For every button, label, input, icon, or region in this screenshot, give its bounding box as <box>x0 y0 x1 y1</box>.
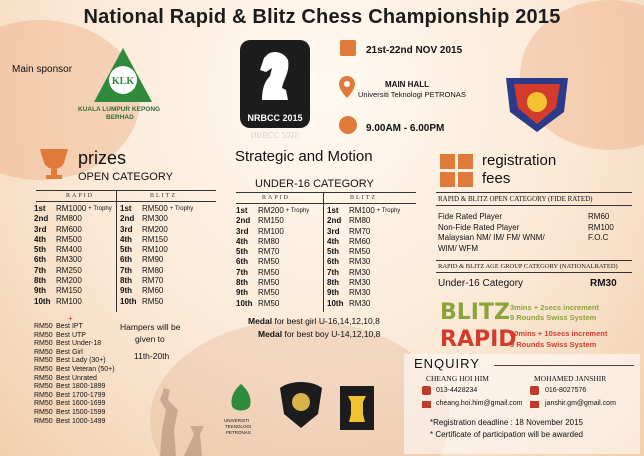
reg-age-title: RAPID & BLITZ AGE GROUP CATEGORY (NATIONALRATED) <box>438 263 618 270</box>
u16-category: UNDER-16 CATEGORY <box>255 178 374 190</box>
special-prize-row <box>34 409 146 418</box>
u16-rapid-place: 10th <box>236 298 253 308</box>
event-time: 9.00AM - 6.00PM <box>366 123 445 134</box>
hampers-3: 11th-20th <box>134 351 170 361</box>
open-rapid-row <box>34 204 116 214</box>
open-rapid-place: 8th <box>34 276 46 286</box>
open-rapid-row <box>34 214 116 224</box>
open-blitz-amount: RM150 <box>142 234 168 244</box>
open-rapid-amount: RM150 <box>56 286 82 296</box>
open-col-rapid: RAPID <box>66 193 95 199</box>
u16-rapid-row <box>236 268 324 278</box>
special-prize-amount: RM50 <box>34 374 53 382</box>
c1-name: CHEANG HOI HIM <box>426 374 489 383</box>
medal-girl <box>248 316 380 326</box>
special-prize-row <box>34 418 146 427</box>
utp-line-3: PETRONAS <box>226 430 251 435</box>
knight-icon <box>240 40 310 110</box>
open-blitz-trophy: + Trophy <box>169 206 194 212</box>
open-rapid-list <box>34 204 116 307</box>
open-rapid-place: 4th <box>34 234 46 244</box>
u16-rapid-amount: RM50 <box>258 267 280 277</box>
open-rapid-row <box>34 255 116 265</box>
enquiry-rule <box>494 365 634 366</box>
open-rapid-row <box>34 225 116 235</box>
reg-open-title: RAPID & BLITZ OPEN CATEGORY (FIDE RATED) <box>438 195 593 203</box>
blitz-rounds: 9 Rounds Swiss System <box>510 313 597 322</box>
u16-rapid-place: 1st <box>236 206 248 215</box>
special-prize-row <box>34 332 146 341</box>
reg-row-fee <box>588 244 628 255</box>
sponsor-name-2: BERHAD <box>106 114 134 121</box>
special-prize-label: Best Veteran (50+) <box>56 365 115 373</box>
certificate: * Certificate of participation will be awarded <box>430 430 583 439</box>
open-rapid-amount: RM600 <box>56 224 82 234</box>
prizes-heading: prizes <box>78 148 127 168</box>
rapid-word: RAPID <box>440 327 517 352</box>
open-rapid-place: 3rd <box>34 224 47 234</box>
open-blitz-row <box>120 245 218 255</box>
c1-email: cheang.hoi.him@gmail.com <box>436 400 523 407</box>
open-blitz-amount: RM500 <box>142 204 168 213</box>
reg-row-label: Fide Rated Player <box>438 212 503 221</box>
u16-blitz-place: 7th <box>327 267 339 277</box>
reg-row <box>438 212 628 223</box>
u16-blitz-row <box>327 206 419 216</box>
u16-blitz-place: 3rd <box>327 226 340 236</box>
u16-blitz-place: 5th <box>327 247 339 257</box>
u16-rapid-list <box>236 206 324 309</box>
u16-blitz-row <box>327 216 419 226</box>
open-rapid-amount: RM250 <box>56 265 82 275</box>
special-prize-label: Best 1800-1899 <box>56 383 106 391</box>
utp-line-1: UNIVERSITI <box>224 418 250 423</box>
reg-open-line-2 <box>436 205 632 206</box>
open-blitz-row <box>120 255 218 265</box>
open-blitz-row <box>120 286 218 296</box>
open-rapid-row <box>34 235 116 245</box>
crest-logo <box>500 70 574 136</box>
u16-blitz-list <box>327 206 419 309</box>
special-prize-row <box>34 349 146 358</box>
u16-rapid-amount: RM50 <box>258 298 280 308</box>
open-blitz-place: 1st <box>120 204 132 213</box>
u16-blitz-place: 9th <box>327 288 339 298</box>
tagline: Strategic and Motion <box>235 148 373 165</box>
reg-row-fee: F.O.C <box>588 233 609 242</box>
registration-heading-2: fees <box>482 170 511 187</box>
special-prize-row <box>34 375 146 384</box>
open-rapid-amount: RM400 <box>56 245 82 255</box>
open-blitz-list <box>120 204 218 307</box>
open-rapid-row <box>34 297 116 307</box>
open-blitz-place: 6th <box>120 255 132 265</box>
utp-line-2: TEKNOLOGI <box>225 424 252 429</box>
open-rapid-row <box>34 266 116 276</box>
special-prize-label: Best Unrated <box>56 374 97 382</box>
page-title: National Rapid & Blitz Chess Championship 2015 <box>83 6 561 28</box>
open-rapid-place: 2nd <box>34 214 49 224</box>
reg-row <box>438 244 628 255</box>
reg-row-label: Malaysian NM/ IM/ FM/ WNM/ <box>438 233 545 242</box>
special-prize-amount: RM50 <box>34 357 53 365</box>
special-prize-amount: RM50 <box>34 391 53 399</box>
rapid-time: 20mins + 10secs increment <box>510 329 608 338</box>
reg-open-rows <box>438 212 628 254</box>
u16-rapid-amount: RM150 <box>258 216 284 226</box>
u16-blitz-row <box>327 257 419 267</box>
u16-blitz-amount: RM30 <box>349 257 371 267</box>
hampers-1: Hampers will be <box>120 322 181 332</box>
reg-age-line-2 <box>436 272 632 273</box>
open-rapid-trophy: + Trophy <box>88 206 112 212</box>
deadline: *Registration deadline : 18 November 2015 <box>430 418 583 427</box>
open-blitz-row <box>120 225 218 235</box>
u16-rapid-amount: RM70 <box>258 247 280 257</box>
open-blitz-row <box>120 297 218 307</box>
special-prize-label: Best Girl <box>56 348 83 356</box>
c1-phone: 013-4428234 <box>436 387 478 394</box>
calendar-icon <box>340 40 356 56</box>
u16-rapid-trophy: + Trophy <box>285 208 310 214</box>
special-prize-amount: RM50 <box>34 348 53 356</box>
rook-logo <box>340 386 374 430</box>
u16-rapid-amount: RM50 <box>258 257 280 267</box>
u16-blitz-amount: RM50 <box>349 247 371 257</box>
phone-icon <box>422 386 431 395</box>
open-blitz-row <box>120 214 218 224</box>
special-prize-label: Best Lady (30+) <box>56 357 106 365</box>
u16-blitz-place: 6th <box>327 257 339 267</box>
open-header-line-top <box>36 190 216 191</box>
hampers-2: given to <box>135 334 165 344</box>
u16-rapid-place: 8th <box>236 278 248 288</box>
reg-u16-label: Under-16 Category <box>438 278 524 289</box>
c2-name: MOHAMED JANSHIR <box>534 374 607 383</box>
chess-pieces-decoration <box>150 370 210 456</box>
u16-rapid-place: 3rd <box>236 226 249 236</box>
u16-blitz-trophy: + Trophy <box>376 208 401 214</box>
open-blitz-place: 2nd <box>120 214 135 224</box>
open-blitz-row <box>120 266 218 276</box>
u16-blitz-row <box>327 247 419 257</box>
u16-blitz-row <box>327 278 419 288</box>
special-prize-label: Best Under-18 <box>56 340 102 348</box>
u16-rapid-amount: RM200 <box>258 206 284 215</box>
reg-row-fee: RM100 <box>588 222 614 232</box>
open-blitz-place: 5th <box>120 245 132 255</box>
svg-text:KLK: KLK <box>111 76 135 87</box>
open-blitz-place: 8th <box>120 276 132 286</box>
trophy-icon <box>36 145 72 181</box>
special-prize-row <box>34 366 146 375</box>
reg-row <box>438 233 628 244</box>
open-blitz-amount: RM300 <box>142 214 168 224</box>
registration-heading-1: registration <box>482 152 557 169</box>
rapid-rounds: 9 Rounds Swiss System <box>510 340 597 349</box>
u16-rapid-place: 6th <box>236 257 248 267</box>
open-blitz-place: 3rd <box>120 224 133 234</box>
u16-rapid-row <box>236 206 324 216</box>
open-blitz-place: 10th <box>120 296 137 306</box>
open-rapid-amount: RM300 <box>56 255 82 265</box>
special-prize-label: Best 1500-1599 <box>56 408 106 416</box>
u16-blitz-row <box>327 237 419 247</box>
u16-blitz-place: 8th <box>327 278 339 288</box>
nrbcc-label: NRBCC 2015 <box>247 113 303 123</box>
open-blitz-place: 9th <box>120 286 132 296</box>
u16-blitz-place: 10th <box>327 298 344 308</box>
u16-blitz-amount: RM30 <box>349 278 371 288</box>
open-rapid-place: 1st <box>34 204 46 213</box>
open-rapid-amount: RM800 <box>56 214 82 224</box>
u16-rapid-row <box>236 237 324 247</box>
open-blitz-amount: RM100 <box>142 245 168 255</box>
mail-icon-2 <box>530 401 539 408</box>
open-blitz-amount: RM50 <box>142 296 164 306</box>
sponsor-name-1: KUALA LUMPUR KEPONG <box>78 106 161 113</box>
u16-blitz-amount: RM100 <box>349 206 375 215</box>
special-prize-row <box>34 340 146 349</box>
open-rapid-place: 5th <box>34 245 46 255</box>
special-prize-row <box>34 392 146 401</box>
open-rapid-amount: RM100 <box>56 296 82 306</box>
open-divider <box>116 190 117 312</box>
special-prize-amount: RM50 <box>34 323 53 330</box>
u16-rapid-place: 7th <box>236 267 248 277</box>
u16-col-rapid: RAPID <box>262 195 291 201</box>
open-blitz-place: 7th <box>120 265 132 275</box>
blitz-word: BLITZ <box>440 300 510 325</box>
u16-blitz-place: 4th <box>327 236 339 246</box>
open-rapid-place: 7th <box>34 265 46 275</box>
u16-rapid-place: 4th <box>236 236 248 246</box>
reg-row-label: WIM/ WFM <box>438 243 478 253</box>
u16-blitz-amount: RM30 <box>349 298 371 308</box>
venue-title: MAIN HALL <box>385 80 429 89</box>
location-pin-icon <box>339 76 355 98</box>
special-prize-row <box>34 383 146 392</box>
open-blitz-place: 4th <box>120 234 132 244</box>
c2-email: janshir.gm@gmail.com <box>545 400 616 407</box>
u16-header-line-top <box>236 192 416 193</box>
u16-blitz-place: 1st <box>327 206 339 215</box>
special-prize-amount: RM50 <box>34 400 53 408</box>
open-blitz-amount: RM90 <box>142 255 164 265</box>
reg-row-fee: RM60 <box>588 212 610 221</box>
c2-phone: 016-8027576 <box>545 387 587 394</box>
medal-boy-bold: Medal <box>258 329 283 339</box>
sponsor-label: Main sponsor <box>12 64 73 75</box>
special-prize-label: Best IPT <box>56 323 83 330</box>
special-prize-label: Best 1600-1699 <box>56 400 106 408</box>
u16-col-blitz: BLITZ <box>350 195 377 201</box>
u16-blitz-place: 2nd <box>327 216 342 226</box>
open-blitz-row <box>120 204 218 214</box>
medal-boy <box>258 329 380 339</box>
special-prize-row <box>34 357 146 366</box>
u16-header-line-bottom <box>236 203 416 204</box>
u16-blitz-amount: RM30 <box>349 288 371 298</box>
phone-icon-2 <box>530 386 539 395</box>
medal-girl-text: for best girl U-16,14,12,10,8 <box>272 316 380 326</box>
u16-rapid-place: 2nd <box>236 216 251 226</box>
reg-row-label: Non-Fide Rated Player <box>438 222 520 232</box>
open-blitz-amount: RM80 <box>142 265 164 275</box>
sponsor-logo <box>92 46 154 104</box>
u16-rapid-amount: RM80 <box>258 236 280 246</box>
club-shield-logo <box>278 380 324 430</box>
medal-girl-bold: Medal <box>248 316 273 326</box>
open-rapid-place: 6th <box>34 255 46 265</box>
open-rapid-amount: RM1000 <box>56 204 87 213</box>
open-rapid-row <box>34 245 116 255</box>
u16-rapid-row <box>236 257 324 267</box>
u16-blitz-amount: RM30 <box>349 267 371 277</box>
medal-boy-text: for best boy U-14,12,10,8 <box>282 329 381 339</box>
open-blitz-amount: RM60 <box>142 286 164 296</box>
special-prize-amount: RM50 <box>34 340 53 348</box>
u16-blitz-row <box>327 299 419 309</box>
registration-icon <box>440 154 474 188</box>
u16-blitz-amount: RM60 <box>349 236 371 246</box>
open-rapid-amount: RM500 <box>56 234 82 244</box>
u16-blitz-amount: RM70 <box>349 226 371 236</box>
reg-u16-fee: RM30 <box>590 278 617 289</box>
open-rapid-row <box>34 276 116 286</box>
special-prize-label: Best 1000-1499 <box>56 417 106 425</box>
u16-rapid-row <box>236 288 324 298</box>
open-rapid-row <box>34 286 116 296</box>
u16-rapid-amount: RM50 <box>258 278 280 288</box>
u16-rapid-amount: RM100 <box>258 226 284 236</box>
u16-rapid-row <box>236 299 324 309</box>
open-blitz-row <box>120 235 218 245</box>
open-blitz-amount: RM200 <box>142 224 168 234</box>
u16-rapid-row <box>236 227 324 237</box>
u16-blitz-row <box>327 227 419 237</box>
blitz-time: 3mins + 2secs increment <box>510 303 600 312</box>
u16-rapid-row <box>236 278 324 288</box>
u16-blitz-row <box>327 268 419 278</box>
special-prize-amount: RM50 <box>34 383 53 391</box>
utp-logo <box>228 384 254 416</box>
event-date: 21st-22nd NOV 2015 <box>366 45 463 56</box>
special-prize-amount: RM50 <box>34 417 53 425</box>
open-rapid-place: 9th <box>34 286 46 296</box>
open-col-blitz: BLITZ <box>150 193 177 199</box>
u16-rapid-row <box>236 247 324 257</box>
open-rapid-amount: RM200 <box>56 276 82 286</box>
special-prize-label: Best UTP <box>56 331 86 339</box>
special-prizes-list <box>34 323 146 426</box>
mail-icon <box>422 401 431 408</box>
u16-rapid-place: 9th <box>236 288 248 298</box>
special-prize-label: Best 1700-1799 <box>56 391 106 399</box>
open-category: OPEN CATEGORY <box>78 171 173 183</box>
open-blitz-amount: RM70 <box>142 276 164 286</box>
venue-sub: Universiti Teknologi PETRONAS <box>358 90 466 99</box>
special-prize-amount: RM50 <box>34 331 53 339</box>
reg-age-line <box>436 260 632 261</box>
u16-rapid-row <box>236 216 324 226</box>
open-plus: + <box>68 314 73 323</box>
open-blitz-row <box>120 276 218 286</box>
special-prize-amount: RM50 <box>34 408 53 416</box>
clock-icon <box>339 116 357 134</box>
special-prize-amount: RM50 <box>34 365 53 373</box>
special-prize-row <box>34 400 146 409</box>
nrbcc-mirror: NRBCC 2015 <box>250 130 300 139</box>
reg-open-line <box>436 192 632 193</box>
u16-rapid-amount: RM50 <box>258 288 280 298</box>
u16-rapid-place: 5th <box>236 247 248 257</box>
enquiry-heading: ENQUIRY <box>414 356 480 371</box>
reg-row <box>438 223 628 234</box>
u16-blitz-row <box>327 288 419 298</box>
u16-blitz-amount: RM80 <box>349 216 371 226</box>
open-rapid-place: 10th <box>34 296 51 306</box>
open-header-line-bottom <box>36 201 216 202</box>
